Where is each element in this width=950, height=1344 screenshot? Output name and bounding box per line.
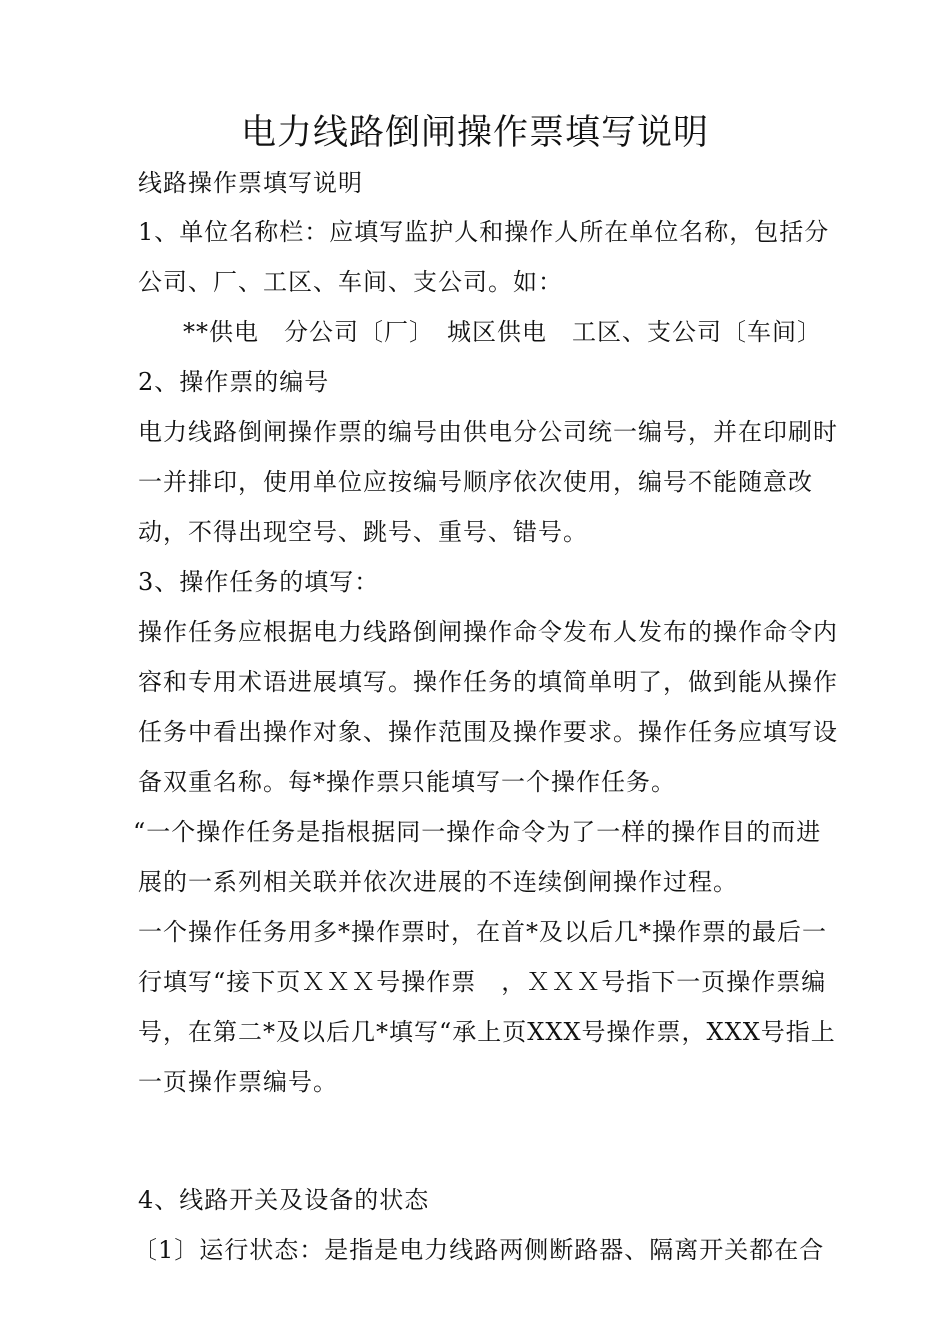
- paragraph-line: 一个操作任务用多*操作票时，在首*及以后几*操作票的最后一: [138, 918, 827, 946]
- example-line: **供电 分公司〔厂〕 城区供电 工区、支公司〔车间〕: [183, 318, 822, 346]
- paragraph-line: 一并排印，使用单位应按编号顺序依次使用，编号不能随意改: [138, 468, 813, 496]
- section-heading: 2、操作票的编号: [138, 368, 330, 396]
- paragraph-line: 一页操作票编号。: [138, 1068, 338, 1096]
- document-title: 电力线路倒闸操作票填写说明: [240, 113, 709, 153]
- quote-line: “一个操作任务是指根据同一操作命令为了一样的操作目的而进: [133, 818, 822, 846]
- paragraph-line: 〔1〕运行状态：是指是电力线路两侧断路器、隔离开关都在合: [133, 1236, 825, 1264]
- paragraph-line: 操作任务应根据电力线路倒闸操作命令发布人发布的操作命令内: [138, 618, 838, 646]
- paragraph-line: 展的一系列相关联并依次进展的不连续倒闸操作过程。: [138, 868, 738, 896]
- section-heading: 4、线路开关及设备的状态: [138, 1186, 430, 1214]
- paragraph-line: 公司、厂、工区、车间、支公司。如：: [138, 268, 563, 296]
- paragraph-line: 动，不得出现空号、跳号、重号、错号。: [138, 518, 588, 546]
- subtitle-line: 线路操作票填写说明: [138, 169, 363, 197]
- paragraph-line: 容和专用术语进展填写。操作任务的填简单明了，做到能从操作: [138, 668, 838, 696]
- paragraph-line: 号，在第二*及以后几*填写“承上页XXX号操作票，XXX号指上: [138, 1018, 836, 1046]
- paragraph-line: 任务中看出操作对象、操作范围及操作要求。操作任务应填写设: [138, 718, 838, 746]
- section-heading: 3、操作任务的填写：: [138, 568, 380, 596]
- paragraph-line: 1、单位名称栏：应填写监护人和操作人所在单位名称，包括分: [138, 218, 830, 246]
- paragraph-line: 备双重名称。每*操作票只能填写一个操作任务。: [138, 768, 676, 796]
- paragraph-line: 电力线路倒闸操作票的编号由供电分公司统一编号，并在印刷时: [138, 418, 838, 446]
- paragraph-line: 行填写“接下页ＸＸＸ号操作票 ，ＸＸＸ号指下一页操作票编: [138, 968, 827, 996]
